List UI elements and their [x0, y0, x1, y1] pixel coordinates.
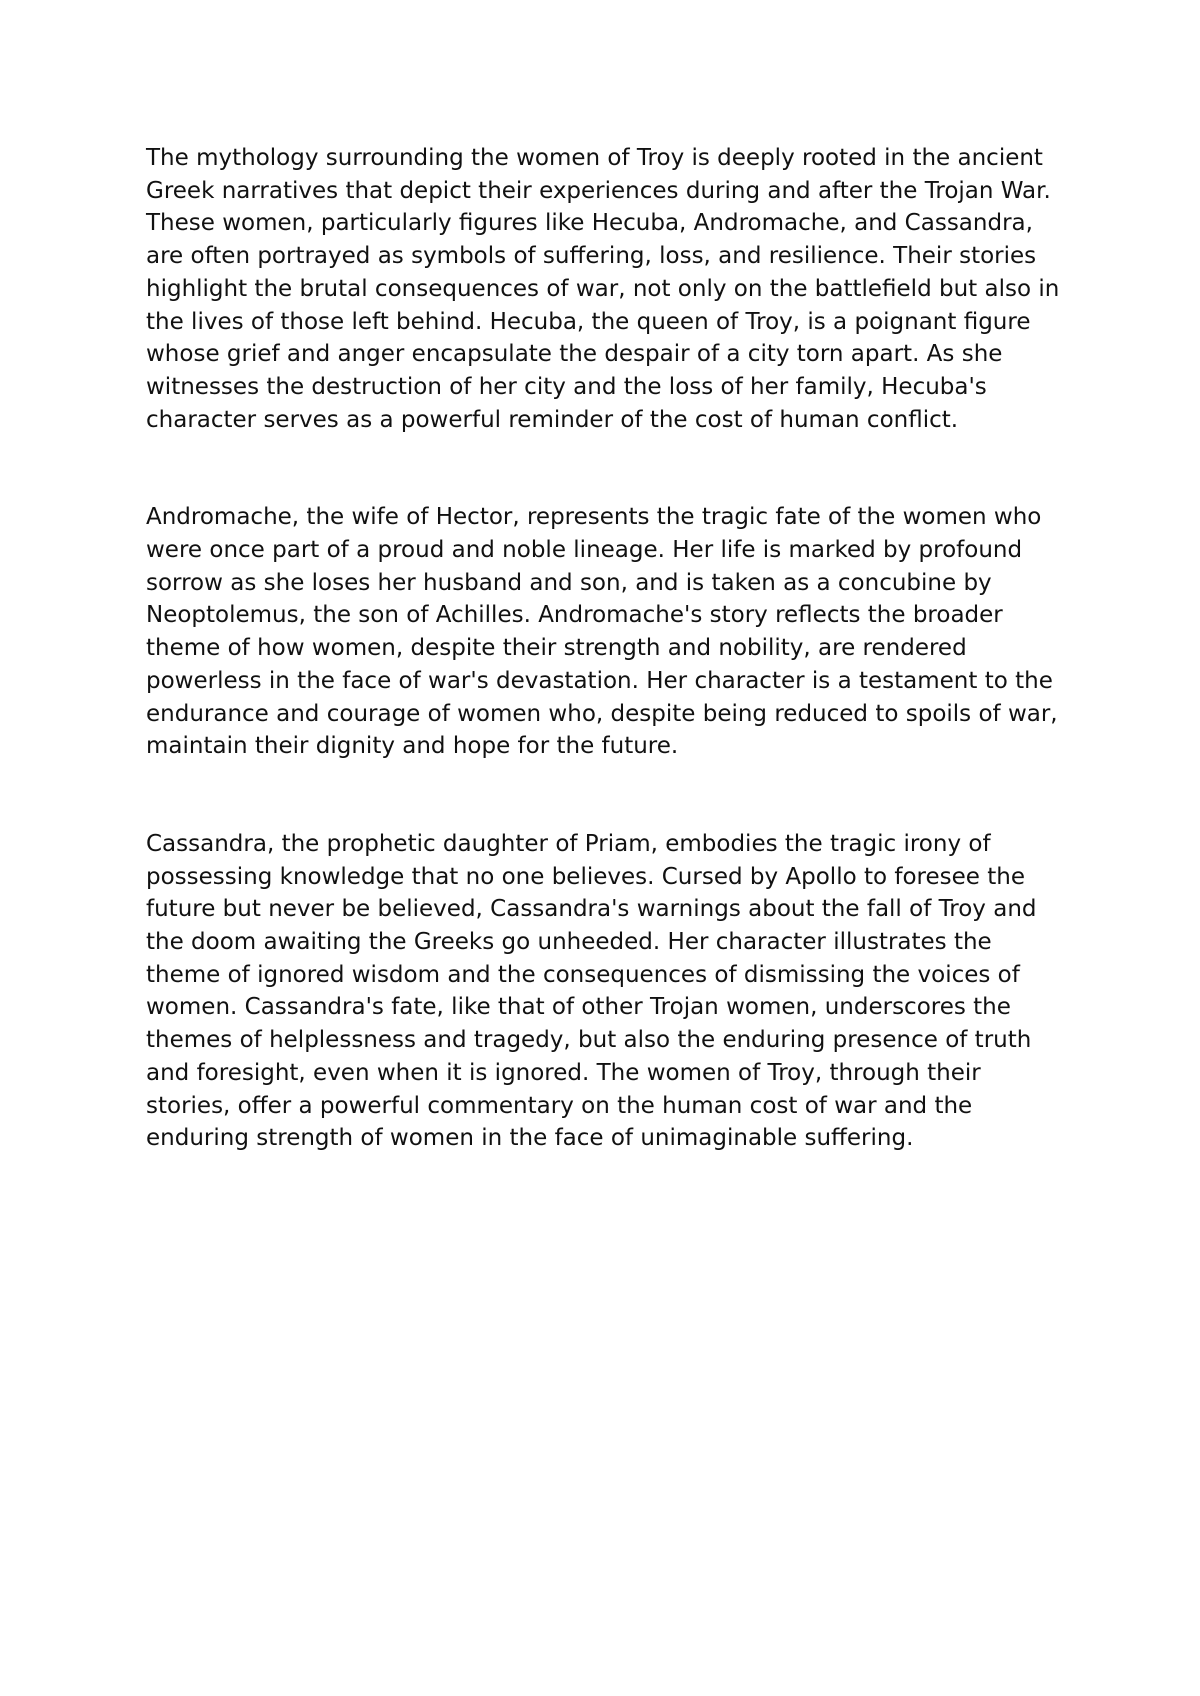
paragraph-hecuba: The mythology surrounding the women of Troy is deeply rooted in the ancient Greek narratives that depict their experiences during and after the Trojan War. These women, particularly figures like Hecuba, Andromache, and Cassandra, are often portrayed as symbols of suffering, loss, and resilience. Their stories highlight the brutal consequences of war, not only on the battlefield but also in the lives of those left behind. Hecuba, the queen of Troy, is a poignant figure whose grief and anger encapsulate the despair of a city torn apart. As she witnesses the destruction of her city and the loss of her family, Hecuba's character serves as a powerful reminder of the cost of human conflict.	[146, 145, 1060, 433]
paragraph-andromache: Andromache, the wife of Hector, represents the tragic fate of the women who were once part of a proud and noble lineage. Her life is marked by profound sorrow as she loses her husband and son, and is taken as a concubine by Neoptolemus, the son of Achilles. Andromache's story reflects the broader theme of how women, despite their strength and nobility, are rendered powerless in the face of war's devastation. Her character is a testament to the endurance and courage of women who, despite being reduced to spoils of war, maintain their dignity and hope for the future.	[146, 504, 1058, 760]
document-body	[146, 142, 1066, 1220]
paragraph-cassandra: Cassandra, the prophetic daughter of Priam, embodies the tragic irony of possessing knowledge that no one believes. Cursed by Apollo to foresee the future but never be believed, Cassandra's warnings about the fall of Troy and the doom awaiting the Greeks go unheeded. Her character illustrates the theme of ignored wisdom and the consequences of dismissing the voices of women. Cassandra's fate, like that of other Trojan women, underscores the themes of helplessness and tragedy, but also the enduring presence of truth and foresight, even when it is ignored. The women of Troy, through their stories, offer a powerful commentary on the human cost of war and the enduring strength of women in the face of unimaginable suffering.	[146, 830, 1037, 1152]
